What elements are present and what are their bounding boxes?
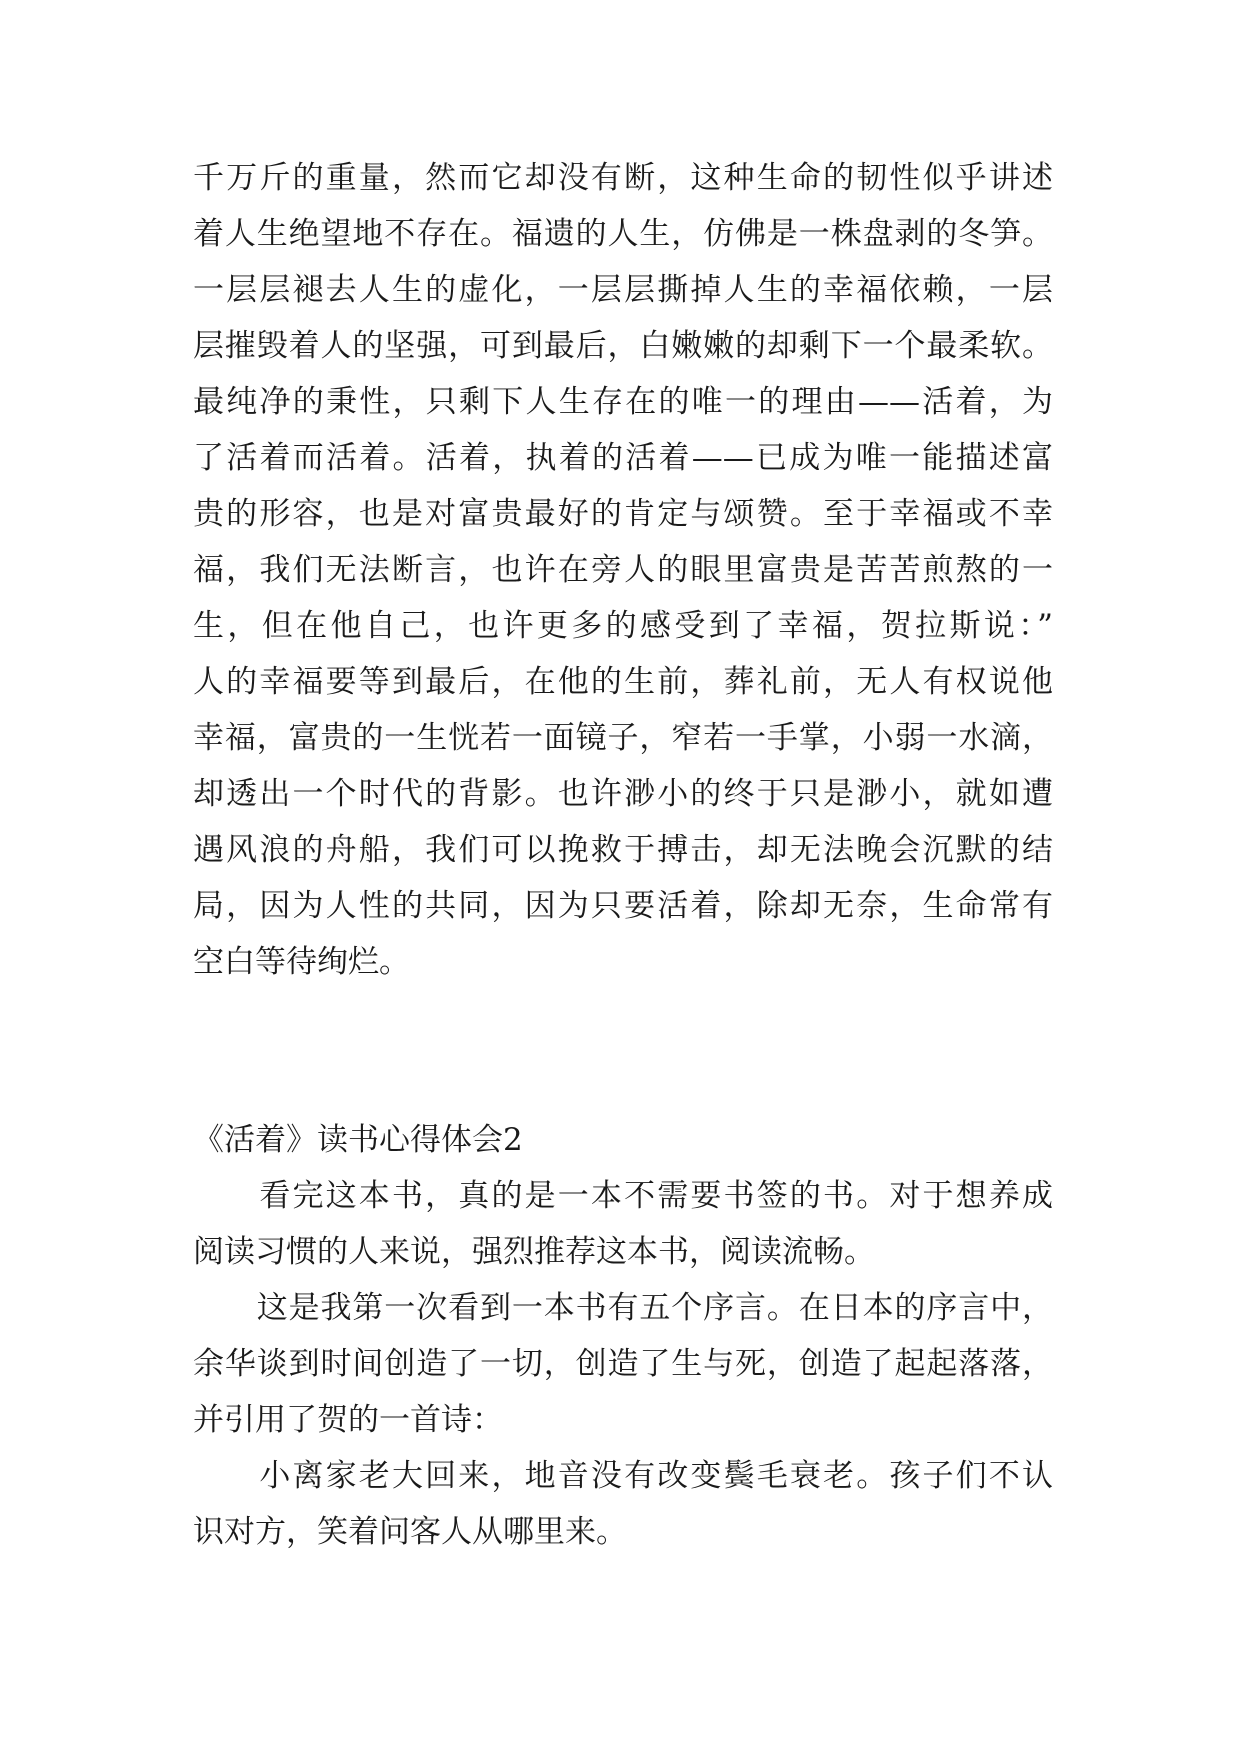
paragraph <box>193 1280 1053 1448</box>
text-line: 识对方，笑着问客人从哪里来。 <box>193 1514 627 1550</box>
text-line: 人的幸福要等到最后，在他的生前，葬礼前，无人有权说他 <box>193 664 1053 700</box>
text-line: 空白等待绚烂。 <box>193 944 410 980</box>
text-line: 最纯净的秉性，只剩下人生存在的唯一的理由——活着，为 <box>193 384 1053 420</box>
text-line: 这是我第一次看到一本书有五个序言。在日本的序言中， <box>193 1290 1053 1326</box>
section-title: 《活着》读书心得体会2 <box>193 1122 523 1158</box>
text-line: 千万斤的重量，然而它却没有断，这种生命的韧性似乎讲述 <box>193 160 1053 196</box>
continued-paragraph <box>193 150 1053 990</box>
text-line: 看完这本书，真的是一本不需要书签的书。对于想养成 <box>193 1178 1053 1214</box>
text-line: 层摧毁着人的坚强，可到最后，白嫩嫩的却剩下一个最柔软。 <box>193 328 1053 364</box>
text-line: 余华谈到时间创造了一切，创造了生与死，创造了起起落落， <box>193 1346 1053 1382</box>
section-2 <box>193 1112 1053 1560</box>
text-line: 幸福，富贵的一生恍若一面镜子，窄若一手掌，小弱一水滴， <box>193 720 1053 756</box>
paragraph <box>193 1168 1053 1280</box>
text-line: 阅读习惯的人来说，强烈推荐这本书，阅读流畅。 <box>193 1234 875 1270</box>
text-line: 局，因为人性的共同，因为只要活着，除却无奈，生命常有 <box>193 888 1053 924</box>
text-line: 福，我们无法断言，也许在旁人的眼里富贵是苦苦煎熬的一 <box>193 552 1053 588</box>
text-line: 并引用了贺的一首诗： <box>193 1402 503 1438</box>
text-line: 遇风浪的舟船，我们可以挽救于搏击，却无法晚会沉默的结 <box>193 832 1053 868</box>
text-line: 着人生绝望地不存在。福遗的人生，仿佛是一株盘剥的冬笋。 <box>193 216 1053 252</box>
text-line: 生，但在他自己，也许更多的感受到了幸福，贺拉斯说：” <box>193 608 1053 644</box>
text-line: 却透出一个时代的背影。也许渺小的终于只是渺小，就如遭 <box>193 776 1053 812</box>
text-line: 贵的形容，也是对富贵最好的肯定与颂赞。至于幸福或不幸 <box>193 496 1053 532</box>
text-line: 小离家老大回来，地音没有改变鬓毛衰老。孩子们不认 <box>193 1458 1053 1494</box>
paragraph <box>193 1448 1053 1560</box>
text-line: 一层层褪去人生的虚化，一层层撕掉人生的幸福依赖，一层 <box>193 272 1053 308</box>
text-line: 了活着而活着。活着，执着的活着——已成为唯一能描述富 <box>193 440 1053 476</box>
